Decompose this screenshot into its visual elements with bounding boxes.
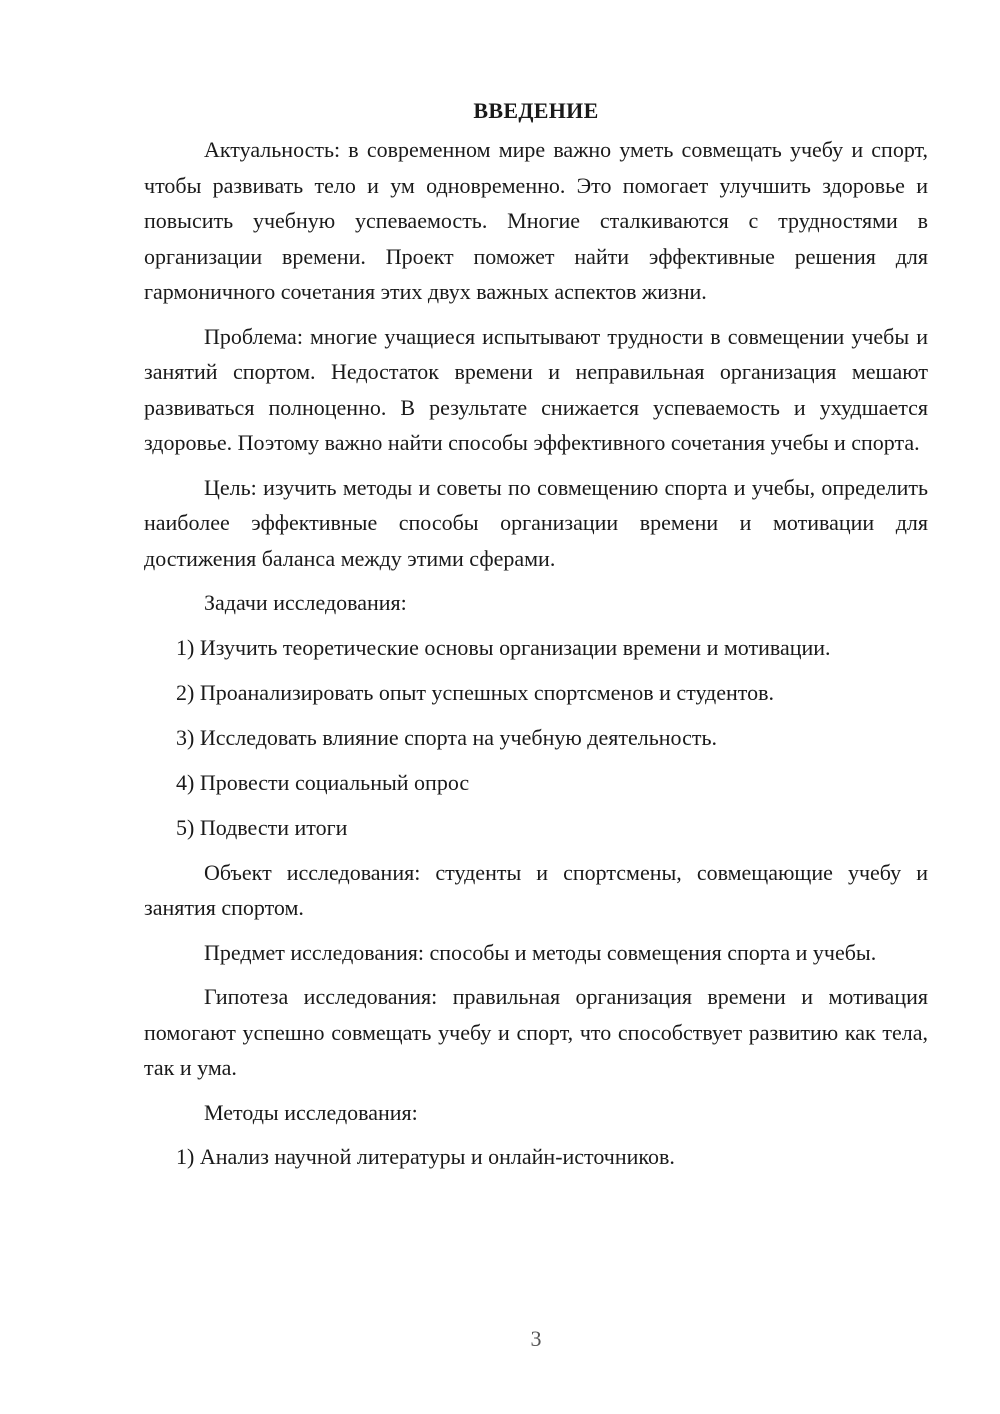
object-paragraph: Объект исследования: студенты и спортсмены, совмещающие учебу и занятия спортом. xyxy=(144,859,928,920)
problem-paragraph: Проблема: многие учащиеся испытывают трудности в совмещении учебы и занятий спортом. Недостаток времени и неправильная организация мешают развиваться полноценно. В результате снижается успеваемость и ухудшается здоровье. Поэтому важно найти способы эффективного сочетания учебы и спорта. xyxy=(144,323,928,455)
subject-paragraph: Предмет исследования: способы и методы совмещения спорта и учебы. xyxy=(204,939,877,965)
task-item-4: 4) Провести социальный опрос xyxy=(176,769,470,795)
methods-title: Методы исследования: xyxy=(204,1099,418,1125)
task-item-5: 5) Подвести итоги xyxy=(176,814,348,840)
relevance-paragraph: Актуальность: в современном мире важно уметь совмещать учебу и спорт, чтобы развивать тело и ум одновременно. Это помогает улучшить здоровье и повысить учебную успеваемость. Многие сталкиваются с трудностями в организации времени. Проект поможет найти эффективные решения для гармоничного сочетания этих двух важных аспектов жизни. xyxy=(144,137,928,304)
document-page xyxy=(144,96,928,1184)
section-heading: ВВЕДЕНИЕ xyxy=(473,98,599,123)
hypothesis-paragraph: Гипотеза исследования: правильная организация времени и мотивация помогают успешно совмещать учебу и спорт, что способствует развитию как тела, так и ума. xyxy=(144,984,928,1080)
page-number: 3 xyxy=(530,1326,542,1351)
task-item-1: 1) Изучить теоретические основы организации времени и мотивации. xyxy=(176,634,831,660)
task-item-2: 2) Проанализировать опыт успешных спортсменов и студентов. xyxy=(176,679,774,705)
tasks-title: Задачи исследования: xyxy=(204,590,407,615)
method-item-1: 1) Анализ научной литературы и онлайн-источников. xyxy=(176,1144,675,1169)
task-item-3: 3) Исследовать влияние спорта на учебную деятельность. xyxy=(176,724,717,750)
goal-paragraph: Цель: изучить методы и советы по совмещению спорта и учебы, определить наиболее эффективные способы организации времени и мотивации для достижения баланса между этими сферами. xyxy=(144,474,928,571)
